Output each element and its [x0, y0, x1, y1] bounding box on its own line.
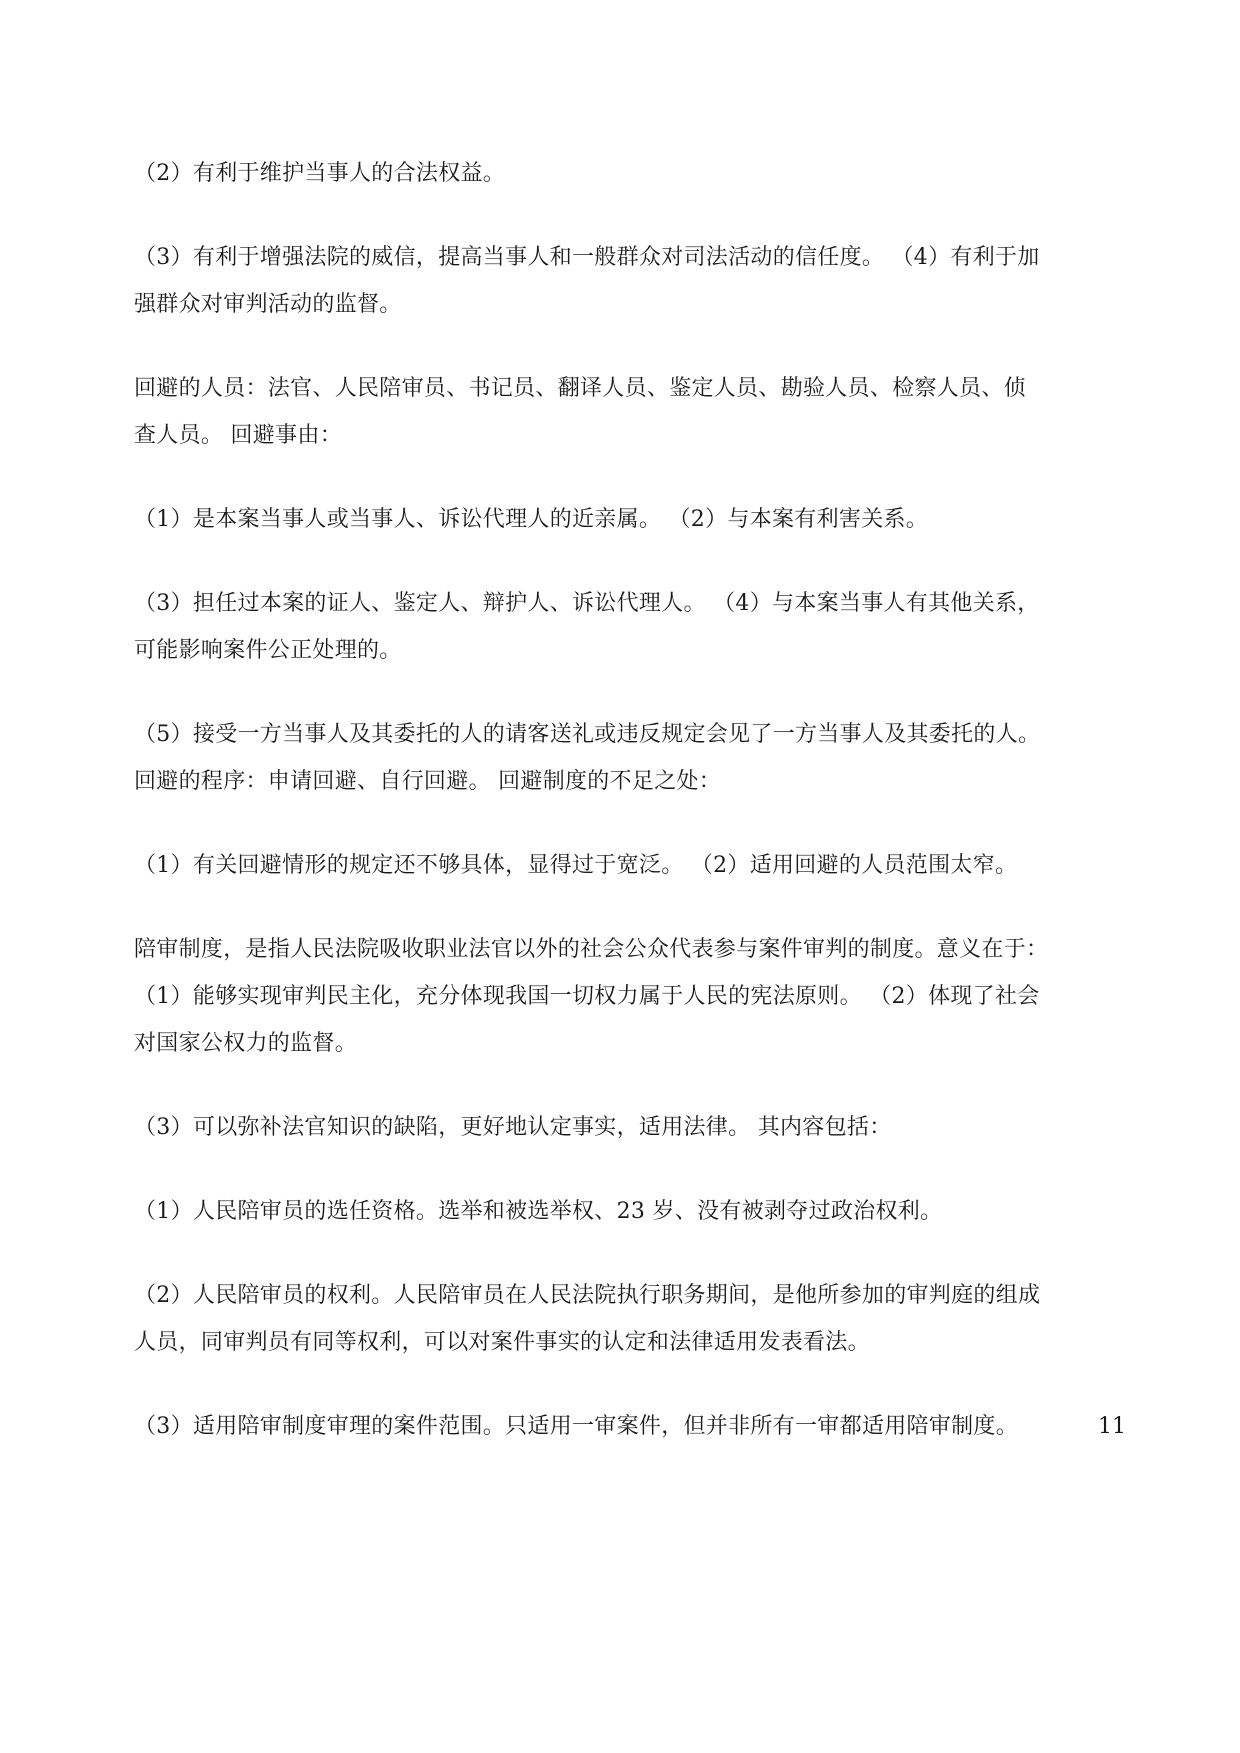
text-line: （3）可以弥补法官知识的缺陷，更好地认定事实，适用法律。 其内容包括：	[134, 1115, 892, 1140]
text-line: （3）适用陪审制度审理的案件范围。只适用一审案件，但并非所有一审都适用陪审制度。	[134, 1414, 1018, 1439]
text-line: 可能影响案件公正处理的。	[134, 638, 402, 663]
text-line: 强群众对审判活动的监督。	[134, 292, 402, 317]
text-line: 对国家公权力的监督。	[134, 1031, 358, 1056]
text-line: 陪审制度，是指人民法院吸收职业法官以外的社会公众代表参与案件审判的制度。意义在于：	[134, 937, 1049, 962]
text-line: （2）有利于维护当事人的合法权益。	[134, 161, 506, 186]
text-line: 回避的人员：法官、人民陪审员、书记员、翻译人员、鉴定人员、勘验人员、检察人员、侦	[134, 376, 1027, 401]
text-line: （5）接受一方当事人及其委托的人的请客送礼或违反规定会见了一方当事人及其委托的人。	[134, 722, 1041, 747]
text-line: （1）是本案当事人或当事人、诉讼代理人的近亲属。 （2）与本案有利害关系。	[134, 507, 929, 532]
text-line: （3）有利于增强法院的威信，提高当事人和一般群众对司法活动的信任度。 （4）有利于加	[134, 245, 1040, 270]
text-line: （3）担任过本案的证人、鉴定人、辩护人、诉讼代理人。 （4）与本案当事人有其他关系，	[134, 591, 1040, 616]
text-line: 回避的程序：申请回避、自行回避。 回避制度的不足之处：	[134, 769, 722, 794]
text-line: （1）有关回避情形的规定还不够具体，显得过于宽泛。 （2）适用回避的人员范围太窄。	[134, 853, 1018, 878]
text-line: （1）能够实现审判民主化，充分体现我国一切权力属于人民的宪法原则。 （2）体现了社会	[134, 984, 1040, 1009]
text-line: （1）人民陪审员的选任资格。选举和被选举权、23 岁、没有被剥夺过政治权利。	[134, 1199, 943, 1224]
text-line: （2）人民陪审员的权利。人民陪审员在人民法院执行职务期间，是他所参加的审判庭的组成	[134, 1283, 1041, 1308]
text-line: 查人员。 回避事由：	[134, 423, 342, 448]
text-line: 人员，同审判员有同等权利，可以对案件事实的认定和法律适用发表看法。	[134, 1330, 870, 1355]
page-number: 11	[1098, 1414, 1126, 1439]
